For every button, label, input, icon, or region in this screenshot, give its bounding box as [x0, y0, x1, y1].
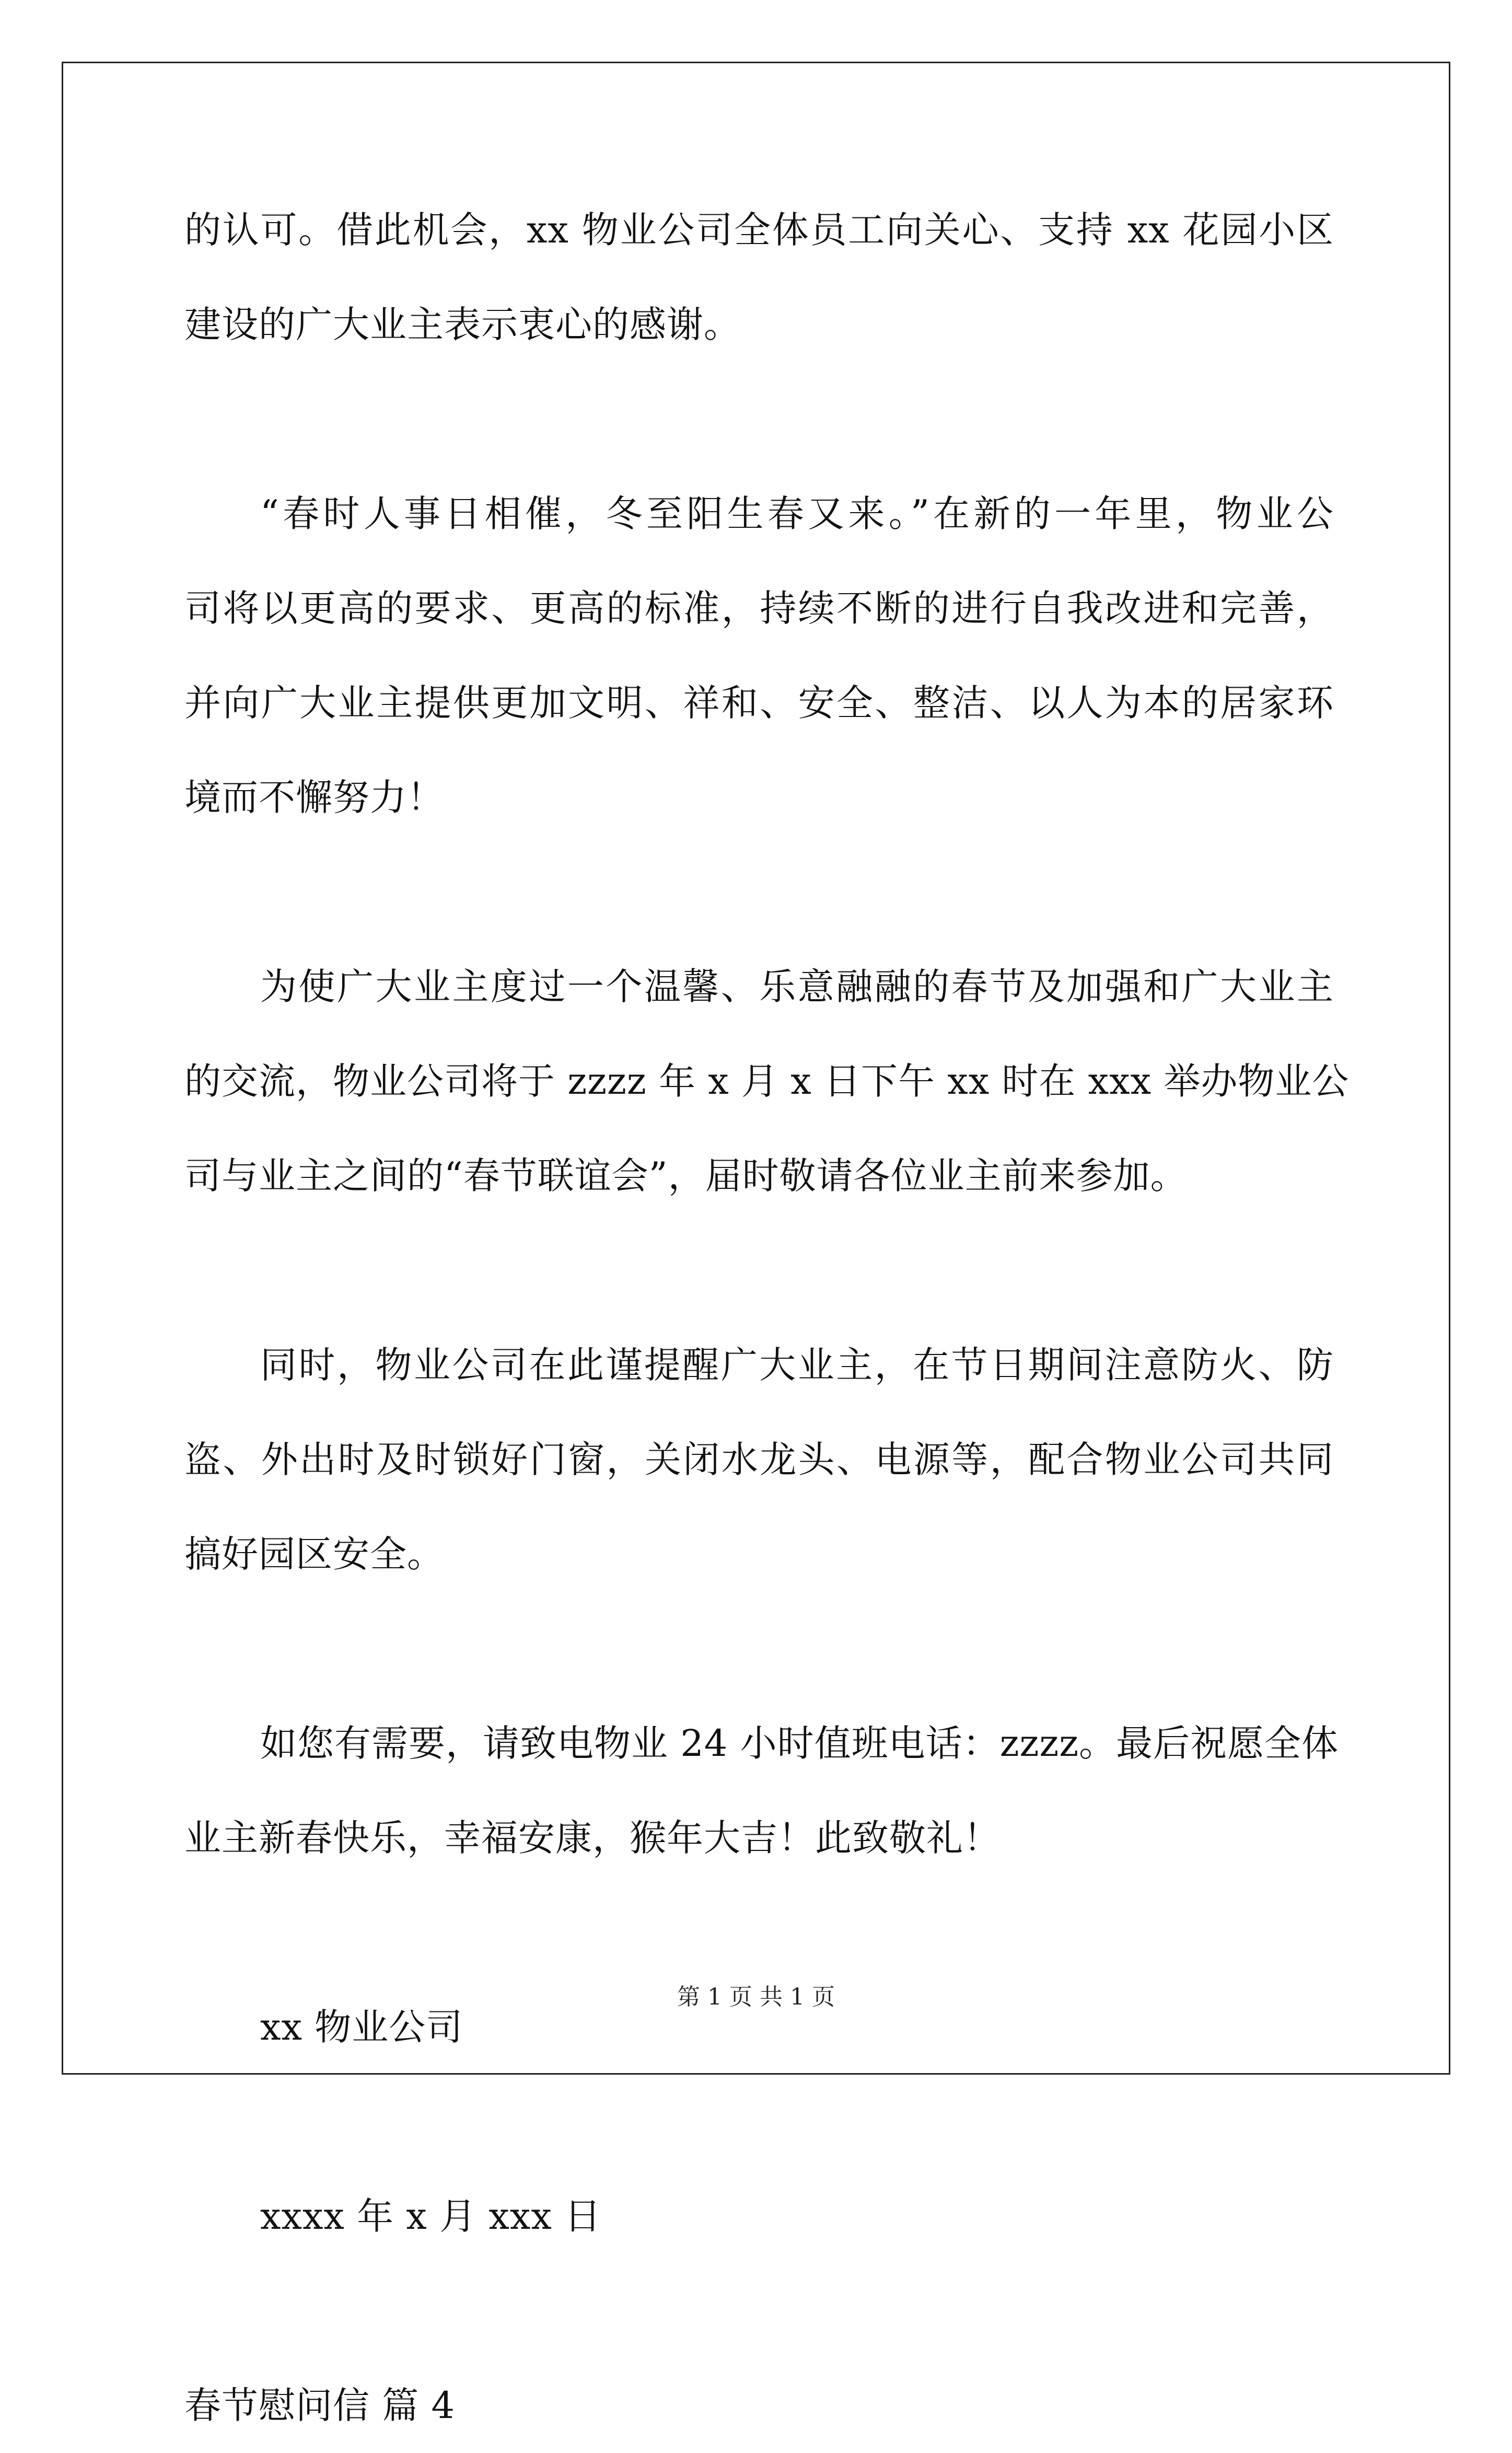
signature-date: xxxx 年 x 月 xxx 日: [260, 2195, 602, 2238]
text-line: 司将以更高的要求、更高的标准，持续不断的进行自我改进和完善，: [184, 587, 1334, 630]
text-line: “春时人事日相催，冬至阳生春又来。”在新的一年里，物业公: [260, 492, 1334, 535]
paragraph: [184, 1696, 1339, 1885]
text-line: 同时，物业公司在此谨提醒广大业主，在节日期间注意防火、防: [260, 1344, 1334, 1386]
signature-company: xx 物业公司: [260, 2006, 463, 2049]
text-line: 盗、外出时及时锁好门窗，关闭水龙头、电源等，配合物业公司共同: [184, 1438, 1334, 1481]
text-line: 并向广大业主提供更加文明、祥和、安全、整洁、以人为本的居家环: [184, 681, 1334, 724]
text-line: 搞好园区安全。: [184, 1533, 444, 1576]
paragraph: [184, 183, 1334, 372]
text-line: 如您有需要，请致电物业 24 小时值班电话：zzzz。最后祝愿全体: [260, 1722, 1339, 1765]
text-line: 业主新春快乐，幸福安康，猴年大吉！此致敬礼！: [184, 1816, 1001, 1859]
text-line: 的认可。借此机会，xx 物业公司全体员工向关心、支持 xx 花园小区: [184, 209, 1334, 251]
paragraph: [184, 1318, 1334, 1602]
section-heading: 春节慰问信 篇 4: [184, 2384, 456, 2427]
text-line: 建设的广大业主表示衷心的感谢。: [184, 303, 741, 346]
text-line: 司与业主之间的“春节联谊会”，届时敬请各位业主前来参加。: [184, 1154, 1188, 1197]
text-line: 为使广大业主度过一个温馨、乐意融融的春节及加强和广大业主: [260, 965, 1334, 1008]
page-footer: 第 1 页 共 1 页: [677, 1984, 835, 2010]
paragraph: [184, 940, 1350, 1223]
document-body: [184, 183, 1350, 2453]
text-line: 的交流，物业公司将于 zzzz 年 x 月 x 日下午 xx 时在 xxx 举办物业公: [184, 1060, 1350, 1103]
text-line: 境而不懈努力！: [184, 776, 444, 819]
paragraph: [184, 467, 1334, 845]
